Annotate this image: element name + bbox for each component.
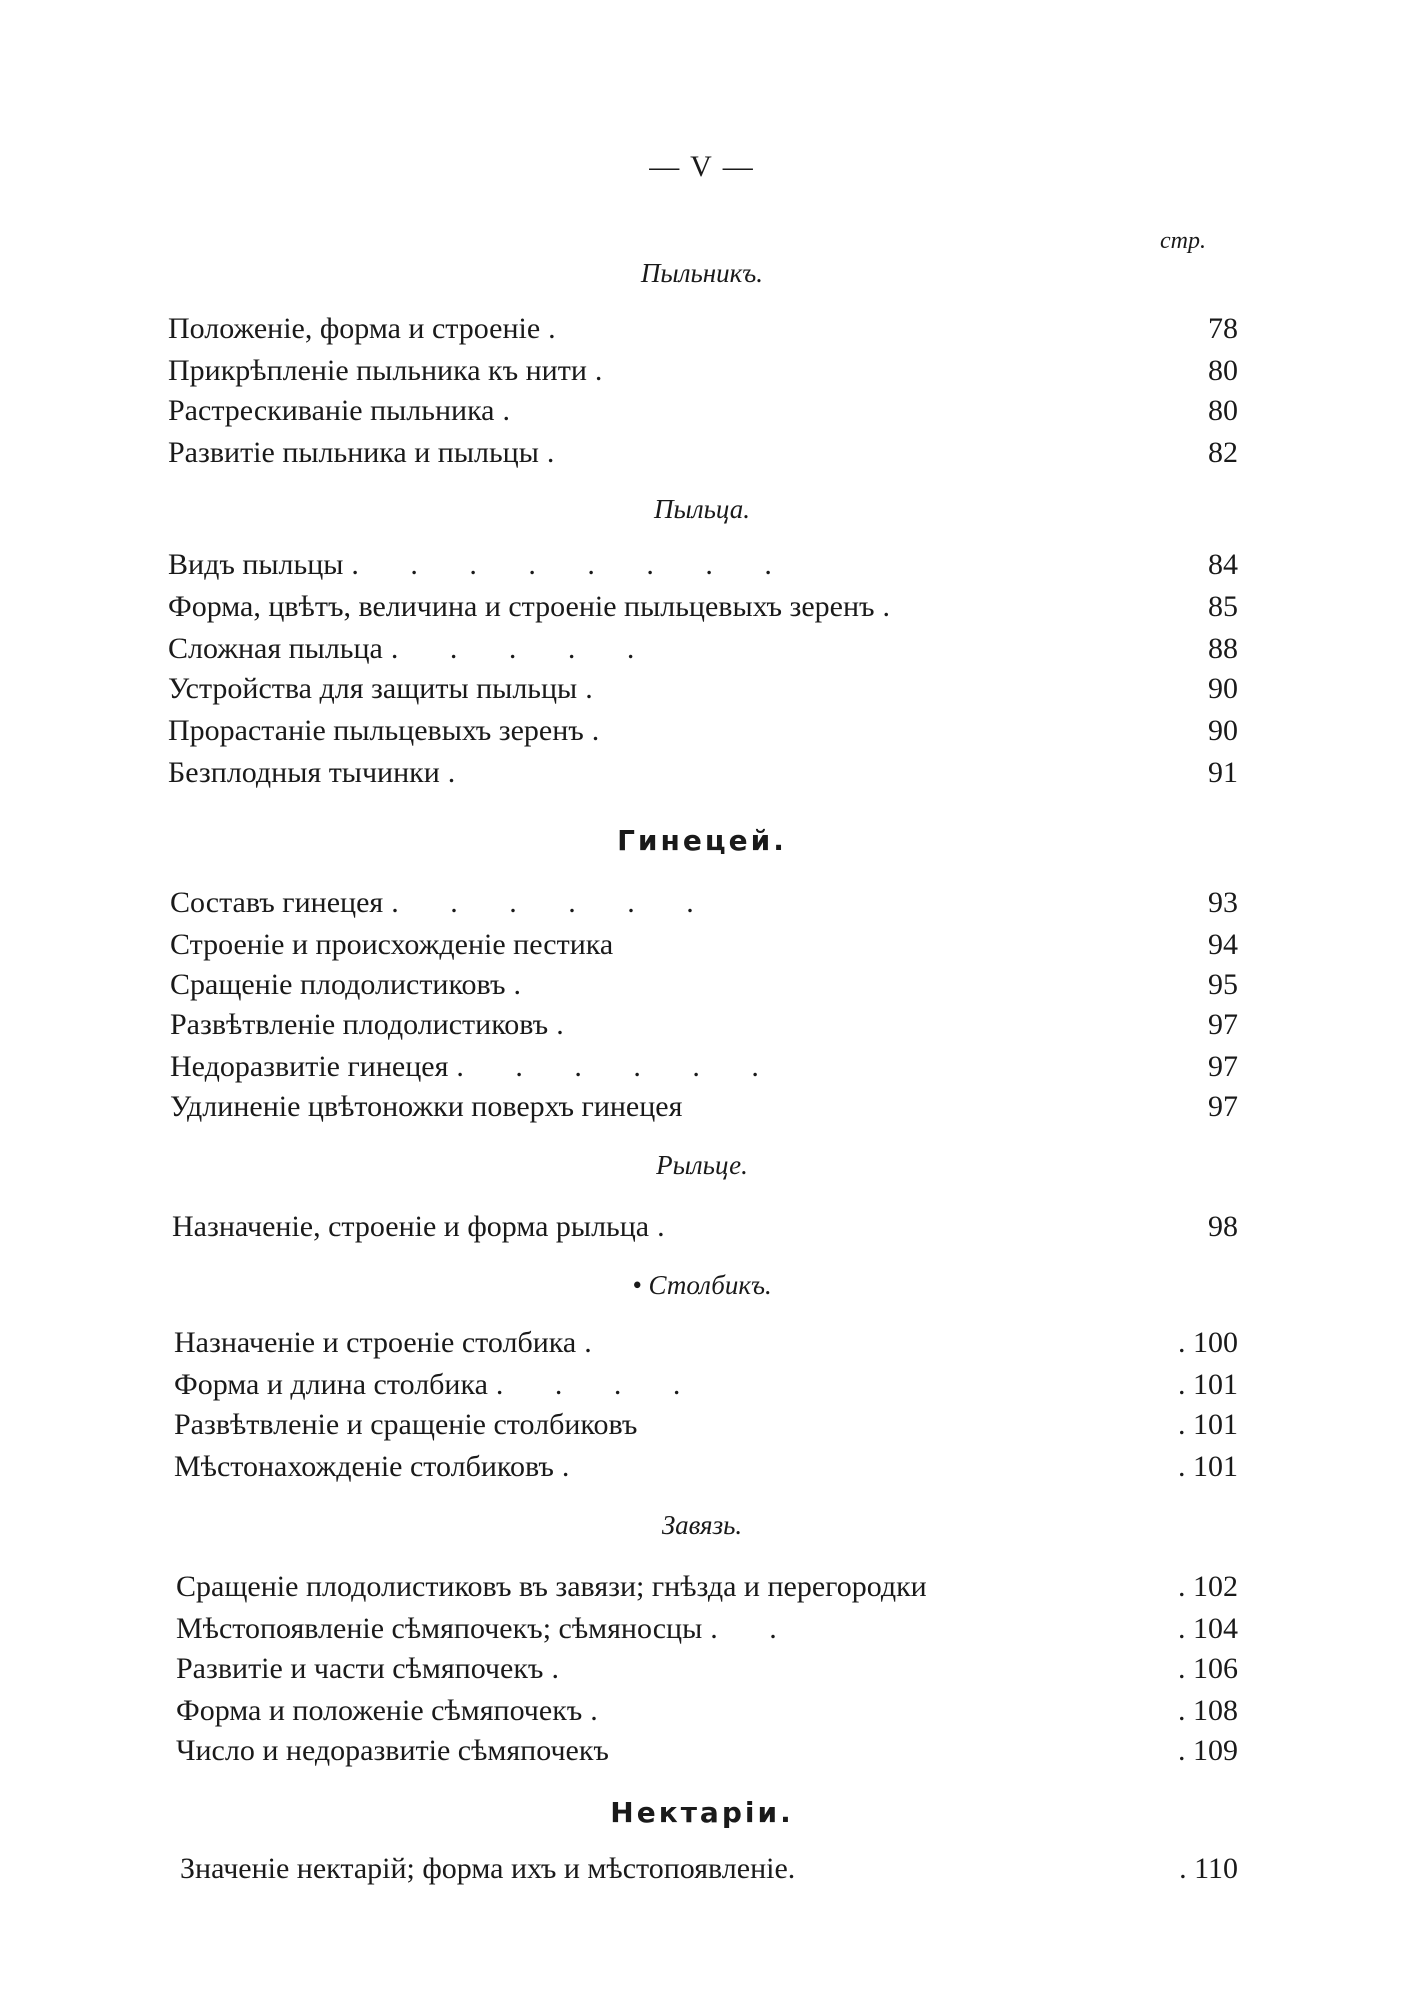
toc-entry bbox=[174, 1326, 1238, 1366]
toc-entry-page: . 101 bbox=[1178, 1450, 1238, 1483]
toc-entry-page: 94 bbox=[1208, 928, 1238, 961]
toc-entry bbox=[168, 714, 1238, 754]
dot-leader: . bbox=[585, 672, 615, 705]
toc-entry-page: 78 bbox=[1208, 312, 1238, 345]
dot-leader: . . bbox=[710, 1612, 799, 1645]
dot-leader: . bbox=[556, 1008, 586, 1041]
toc-entry-label: Развитіе пыльника и пыльцы bbox=[168, 436, 539, 469]
section-title: • Столбикъ. bbox=[632, 1270, 772, 1300]
dot-leader: . . . . . . . . bbox=[351, 548, 794, 581]
toc-entry bbox=[172, 1210, 1238, 1250]
toc-entry-page: 85 bbox=[1208, 590, 1238, 623]
dot-leader: . . . . . bbox=[390, 632, 657, 665]
section-title: Пыльникъ. bbox=[640, 258, 764, 288]
dot-leader: . bbox=[590, 1694, 620, 1727]
toc-entry bbox=[170, 928, 1238, 968]
dot-leader: . bbox=[546, 436, 577, 469]
toc-entry-label: Форма и длина столбика bbox=[174, 1368, 488, 1401]
dot-leader: . bbox=[594, 354, 625, 387]
toc-entry bbox=[168, 548, 1238, 588]
toc-entry bbox=[168, 436, 1238, 476]
toc-entry-label: Мѣстопоявленіе сѣмяпочекъ; сѣмяносцы bbox=[176, 1612, 703, 1645]
dot-leader: . bbox=[584, 1326, 614, 1359]
toc-entry-label: Развѣтвленіе плодолистиковъ bbox=[170, 1008, 549, 1041]
toc-entry bbox=[168, 590, 1238, 630]
dot-leader: . bbox=[882, 590, 913, 623]
section-title: Завязь. bbox=[661, 1510, 743, 1540]
toc-entry-page: 80 bbox=[1208, 394, 1238, 427]
toc-entry-page: 88 bbox=[1208, 632, 1238, 665]
toc-entry-page: 91 bbox=[1208, 756, 1238, 789]
toc-entry bbox=[170, 968, 1238, 1008]
toc-entry-page: . 109 bbox=[1178, 1734, 1238, 1767]
toc-entry bbox=[170, 1008, 1238, 1048]
toc-entry-page: . 108 bbox=[1178, 1694, 1238, 1727]
toc-entry-label: Строеніе и происхожденіе пестика bbox=[170, 928, 614, 961]
section-title: Рыльце. bbox=[656, 1150, 748, 1180]
toc-entry bbox=[170, 1090, 1238, 1130]
dot-leader: . . . . . . bbox=[456, 1050, 781, 1083]
toc-entry-page: . 110 bbox=[1179, 1852, 1238, 1885]
toc-entry-label: Назначеніе и строеніе столбика bbox=[174, 1326, 577, 1359]
toc-entry bbox=[168, 354, 1238, 394]
toc-entry-label: Развѣтвленіе и сращеніе столбиковъ bbox=[174, 1408, 638, 1441]
toc-entry-label: Мѣстонахожденіе столбиковъ bbox=[174, 1450, 554, 1483]
dot-leader: . bbox=[657, 1210, 687, 1243]
toc-entry-label: Значеніе нектарій; форма ихъ и мѣстопоявленіе. bbox=[180, 1852, 796, 1885]
toc-entry-label: Форма и положеніе сѣмяпочекъ bbox=[176, 1694, 583, 1727]
toc-entry bbox=[180, 1852, 1238, 1892]
toc-entry-page: 97 bbox=[1208, 1008, 1238, 1041]
toc-entry bbox=[176, 1570, 1238, 1610]
dot-leader: . . . . bbox=[495, 1368, 703, 1401]
toc-entry-label: Прикрѣпленіе пыльника къ нити bbox=[168, 354, 587, 387]
toc-entry bbox=[168, 672, 1238, 712]
section-title: Пыльца. bbox=[654, 494, 750, 524]
page-column-label: стр. bbox=[1160, 228, 1206, 254]
toc-entry-label: Развитіе и части сѣмяпочекъ bbox=[176, 1652, 544, 1685]
toc-entry-label: Назначеніе, строеніе и форма рыльца bbox=[172, 1210, 650, 1243]
toc-entry bbox=[170, 886, 1238, 926]
toc-entry-page: . 104 bbox=[1178, 1612, 1238, 1645]
toc-entry-label: Сращеніе плодолистиковъ bbox=[170, 968, 506, 1001]
dot-leader: . bbox=[513, 968, 543, 1001]
toc-entry-label: Безплодныя тычинки bbox=[168, 756, 440, 789]
dot-leader: . bbox=[591, 714, 622, 747]
toc-entry-label: Составъ гинецея bbox=[170, 886, 384, 919]
dot-leader: . bbox=[548, 312, 578, 345]
toc-entry bbox=[168, 312, 1238, 352]
toc-entry-page: . 101 bbox=[1178, 1368, 1238, 1401]
dot-leader: . bbox=[502, 394, 532, 427]
toc-entry-page: 97 bbox=[1208, 1050, 1238, 1083]
dot-leader: . bbox=[551, 1652, 581, 1685]
toc-entry-label: Положеніе, форма и строеніе bbox=[168, 312, 541, 345]
dot-leader: . . . . . . bbox=[391, 886, 716, 919]
toc-entry bbox=[170, 1050, 1238, 1090]
toc-entry bbox=[176, 1652, 1238, 1692]
toc-entry-label: Прорастаніе пыльцевыхъ зеренъ bbox=[168, 714, 584, 747]
toc-entry-page: 90 bbox=[1208, 714, 1238, 747]
dot-leader: . bbox=[447, 756, 478, 789]
toc-entry-label: Растрескиваніе пыльника bbox=[168, 394, 495, 427]
toc-entry-page: 90 bbox=[1208, 672, 1238, 705]
toc-entry-page: . 106 bbox=[1178, 1652, 1238, 1685]
toc-entry-label: Устройства для защиты пыльцы bbox=[168, 672, 578, 705]
dot-leader: . bbox=[561, 1450, 592, 1483]
toc-entry-label: Сложная пыльца bbox=[168, 632, 383, 665]
toc-entry bbox=[168, 394, 1238, 434]
toc-entry-page: 82 bbox=[1208, 436, 1238, 469]
toc-entry-label: Форма, цвѣтъ, величина и строеніе пыльцевыхъ зеренъ bbox=[168, 590, 875, 623]
toc-entry-page: . 102 bbox=[1178, 1570, 1238, 1603]
toc-entry-page: 98 bbox=[1208, 1210, 1238, 1243]
section-title: Нектаріи. bbox=[610, 1796, 794, 1829]
toc-entry bbox=[176, 1734, 1238, 1774]
toc-entry bbox=[174, 1368, 1238, 1408]
toc-entry bbox=[168, 632, 1238, 672]
page-number-header: — V — bbox=[649, 150, 755, 183]
toc-entry bbox=[174, 1408, 1238, 1448]
toc-entry bbox=[176, 1612, 1238, 1652]
toc-entry-label: Видъ пыльцы bbox=[168, 548, 344, 581]
toc-entry-label: Удлиненіе цвѣтоножки поверхъ гинецея bbox=[170, 1090, 683, 1123]
toc-entry-page: 97 bbox=[1208, 1090, 1238, 1123]
toc-entry-page: 93 bbox=[1208, 886, 1238, 919]
section-title: Гинецей. bbox=[617, 824, 787, 857]
toc-entry-label: Недоразвитіе гинецея bbox=[170, 1050, 449, 1083]
toc-entry-label: Сращеніе плодолистиковъ въ завязи; гнѣзда и перегородки bbox=[176, 1570, 927, 1603]
toc-entry-page: . 100 bbox=[1178, 1326, 1238, 1359]
toc-entry-label: Число и недоразвитіе сѣмяпочекъ bbox=[176, 1734, 609, 1767]
toc-entry-page: 80 bbox=[1208, 354, 1238, 387]
toc-entry-page: 84 bbox=[1208, 548, 1238, 581]
toc-entry bbox=[174, 1450, 1238, 1490]
toc-entry bbox=[176, 1694, 1238, 1734]
toc-entry-page: 95 bbox=[1208, 968, 1238, 1001]
toc-entry-page: . 101 bbox=[1178, 1408, 1238, 1441]
toc-entry bbox=[168, 756, 1238, 796]
